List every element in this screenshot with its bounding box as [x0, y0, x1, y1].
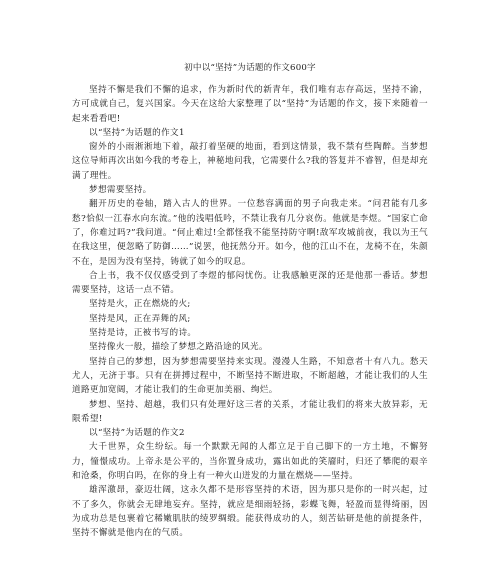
section-heading-1: 以“坚持”为话题的作文1 — [89, 127, 185, 138]
intro-paragraph: 坚持不懈是我们不懈的追求，作为新时代的新青年，我们唯有志存高远，坚持不渝，方可成就自己，复兴国家。今天在这给大家整理了以“坚持”为话题的作文，接下来随着一起来看看吧! — [72, 85, 428, 124]
paragraph: 梦想、坚持、超越，我们只有处理好这三者的关系，才能让我们的将来大放异彩，无限希望! — [72, 399, 428, 424]
paragraph: 大千世界，众生纷纭。每一个默默无闻的人都立足于自己脚下的一方土地，不懈努力，憧憬成功。上帝永是公平的，当你置身成功，露出如此的笑靥时，归还了攀爬的艰辛和沧桑，你明白吗，在你的身上有一种火山迸发的力量在燃烧——坚持。 — [72, 442, 428, 482]
paragraph: 梦想需要坚持。 — [89, 185, 152, 196]
paragraph: 坚持是诗，正被书写的诗。 — [89, 328, 197, 339]
document-title: 初中以“坚持”为话题的作文600字 — [184, 63, 316, 73]
paragraph: 坚持是火，正在燃烧的火; — [89, 299, 191, 310]
paragraph: 坚持自己的梦想，因为梦想需要坚持来实现。漫漫人生路，不知意者十有八九。愁天尤人，无济于事。只有在拼搏过程中，不断坚持不断进取，不断超越，才能让我们的人生道路更加宽阔，才能让我们的生命更加美丽、绚烂。 — [72, 356, 428, 396]
section-heading-2: 以“坚持”为话题的作文2 — [89, 428, 185, 439]
paragraph: 合上书，我不仅仅感受到了李煜的郁闷忧伤。让我感触更深的还是他那一番话。梦想需要坚持，这话一点不错。 — [72, 270, 428, 296]
paragraph: 坚持像火一般，描绘了梦想之路沿途的风光。 — [89, 342, 268, 353]
paragraph: 坚持是风，正在弄舞的风; — [89, 313, 191, 324]
paragraph: 雄浑激昂，豪迈壮阔，这永久都不是形容坚持的术语，因为那只是你的一时兴起，过不了多久，你就会无肆地妄弃。坚持，就应是细雨轻扬，彩蝶飞舞，轻盈而显得绮丽，因为成功总是包裹着它稀嫩肌肤的绫罗绸缎。能获得成功的人，刻苦钻研是他的前提条件，坚持不懈就是他内在的气质。 — [72, 485, 428, 539]
paragraph: 翻开历史的卷轴，踏入古人的世界。一位愁容满面的男子向我走来。“问君能有几多愁?恰似一江春水向东流。”他的浅唱低吟，不禁让我有几分哀伤。他就是李煜。“国家亡命了，你难过吗?”我问道。“何止难过!全都怪我不能坚持防守啊!敌军攻城前夜，我以为王气在我这里，便忽略了防御……”说罢，他抚然分开。如今，他的江山不在，龙椅不在，朱颜不在，是因为没有坚持，铸就了如今的叹息。 — [72, 199, 428, 267]
paragraph: 窗外的小雨淅淅地下着，敲打着坚硬的地面，看到这情景，我不禁有些陶醉。当梦想这位导师再次出如今我的考卷上，神秘地问我，它需要什么?我的答复并不睿智，但是却充满了理性。 — [72, 142, 428, 181]
